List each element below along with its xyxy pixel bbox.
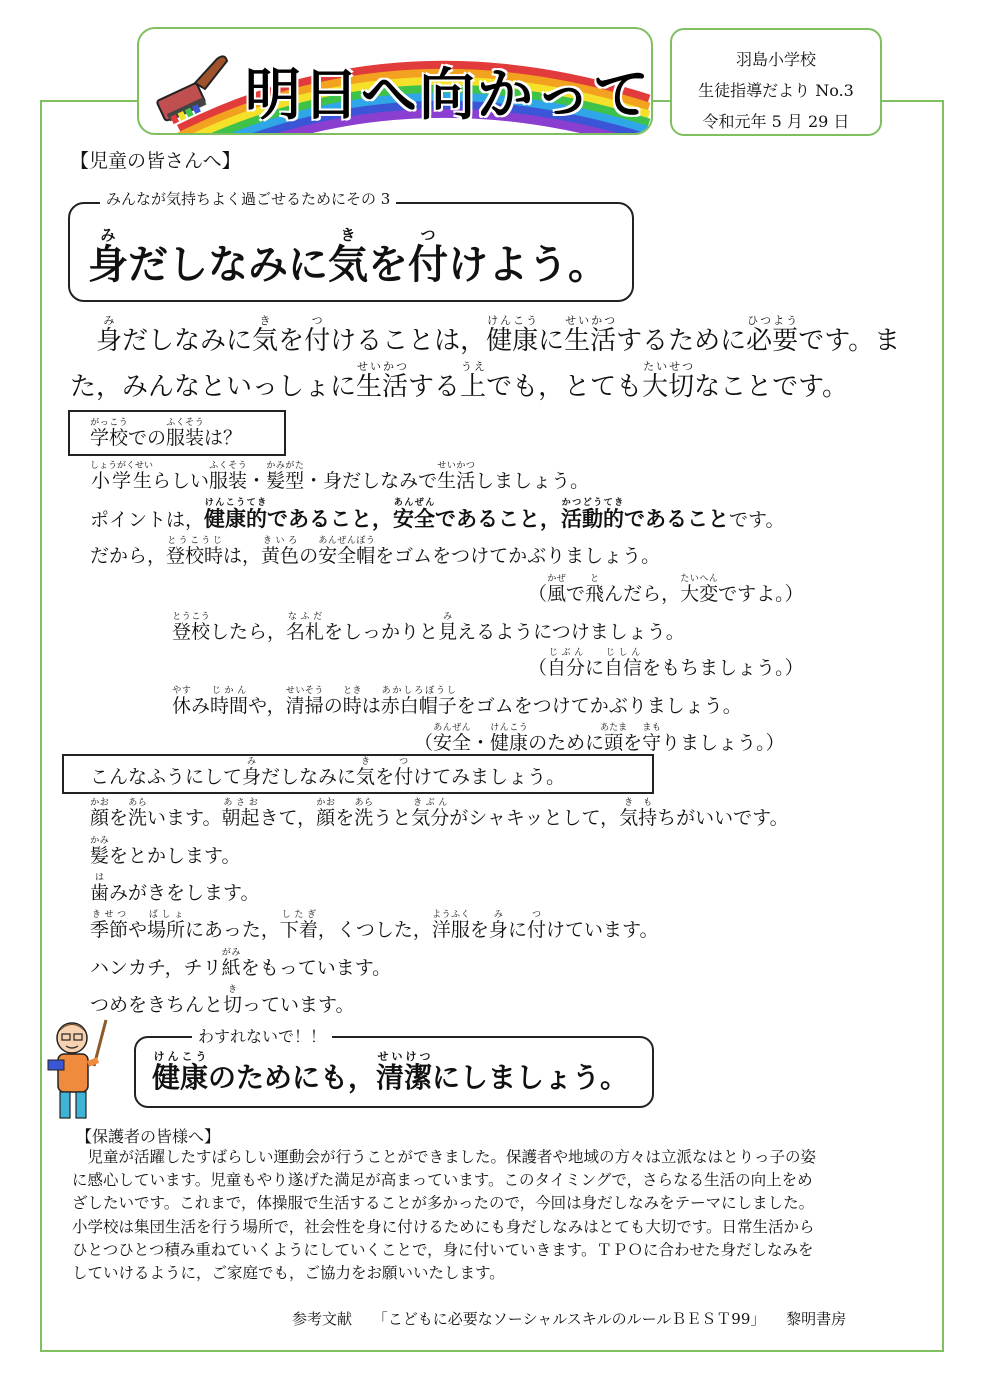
newsletter-number: 生徒指導だより No.3 bbox=[698, 81, 854, 100]
theme-title: 身みだしなみに気きを付つけよう。 bbox=[88, 226, 608, 288]
grooming-item: つめをきちんと切きっています。 bbox=[90, 985, 355, 1016]
paint-brush-icon bbox=[155, 47, 235, 127]
teacher-illustration bbox=[44, 1010, 114, 1122]
intro-paragraph: 身みだしなみに気きを付つけることは，健康けんこうに生活せいかつするために必要ひつようです。また，みんなといっしょに生活せいかつする上うえでも，とても大切たいせつなことです。 bbox=[70, 314, 901, 402]
theme-subtitle: みんなが気持ちよく過ごせるためにその 3 bbox=[100, 188, 396, 209]
clothing-line: だから，登校時とうこうじは，黄色きいろの安全帽あんぜんぼうをゴムをつけてかぶりましょう。 bbox=[90, 536, 661, 567]
clothing-note: （自分じぶんに自信じしんをもちましょう。） bbox=[528, 648, 804, 679]
section-school-clothing-label: 学校がっこうでの服装ふくそうは？ bbox=[90, 418, 243, 449]
clothing-line: 休やすみ時間じかんや，清掃せいそうの時ときは赤白帽子あかしろぼうしをゴムをつけてかぶりましょう。 bbox=[172, 686, 742, 717]
grooming-item: 顔かおを洗あらいます。朝起あさおきて，顔かおを洗あらうと気分きぶんがシャキッとして，気持きもちがいいです。 bbox=[90, 798, 789, 829]
school-name: 羽島小学校 bbox=[735, 50, 816, 69]
reference-title: 「こどもに必要なソーシャルスキルのルールＢＥＳＴ99」 bbox=[372, 1310, 766, 1328]
section-grooming-label: こんなふうにして身みだしなみに気きを付つけてみましょう。 bbox=[90, 757, 566, 788]
grooming-item: 季節きせつや場所ばしょにあった，下着したぎ，くつした，洋服ようふくを身みに付つけています。 bbox=[90, 910, 659, 941]
reference-publisher: 黎明書房 bbox=[786, 1310, 847, 1328]
issue-date: 令和元年 5 月 29 日 bbox=[702, 112, 850, 131]
audience-heading: 【児童の皆さんへ】 bbox=[70, 150, 241, 172]
clothing-line: ポイントは，健康的けんこうてきであること，安全あんぜんであること，活動的かつどうてきであることです。 bbox=[90, 498, 785, 531]
reminder-title: 健康けんこうのためにも，清潔せいけつにしましょう。 bbox=[152, 1050, 629, 1094]
reminder-subtitle: わすれないで！！ bbox=[192, 1024, 332, 1047]
clothing-line: 小学生しょうがくせいらしい服装ふくそう・髪型かみがた・身だしなみで生活せいかつしましょう。 bbox=[90, 461, 590, 492]
parents-heading: 【保護者の皆様へ】 bbox=[76, 1127, 221, 1146]
parents-message: 児童が活躍したすばらしい運動会が行うことができました。保護者や地域の方々は立派なはとりっ子の姿 に感心しています。児童もやり遂げた満足が高まっています。このタイミングで，さらなる生活の向上をめ ざしたいです。これまで，体操服で生活することが多かったので，今回は身だしなみをテーマにしました。 小学校は集団生活を行う場所で，社会性を身に付けるためにも身だしなみはとても大切です。日常生活から ひとつひとつ積み重ねていくようにしていくことで，身に付いていきます。ＴＰＯに合わせた身だしなみを していけるように，ご家庭でも，ご協力をお願いいたします。 bbox=[72, 1148, 817, 1283]
newsletter-info bbox=[670, 28, 882, 136]
reference-label: 参考文献 bbox=[292, 1310, 353, 1328]
newsletter-title: 明日へ向かって bbox=[245, 63, 651, 128]
grooming-item: 髪かみをとかします。 bbox=[90, 836, 241, 867]
clothing-note: （風かぜで飛とんだら，大変たいへんですよ。） bbox=[528, 574, 804, 605]
grooming-item: ハンカチ，チリ紙がみをもっています。 bbox=[90, 948, 392, 979]
header-banner bbox=[137, 27, 653, 135]
clothing-line: 登校とうこうしたら，名札なふだをしっかりと見みえるようにつけましょう。 bbox=[172, 612, 685, 643]
reference-citation bbox=[292, 1308, 862, 1329]
clothing-note: （安全あんぜん・健康けんこうのために頭あたまを守まもりましょう。） bbox=[414, 723, 785, 754]
grooming-item: 歯はみがきをします。 bbox=[90, 873, 260, 904]
